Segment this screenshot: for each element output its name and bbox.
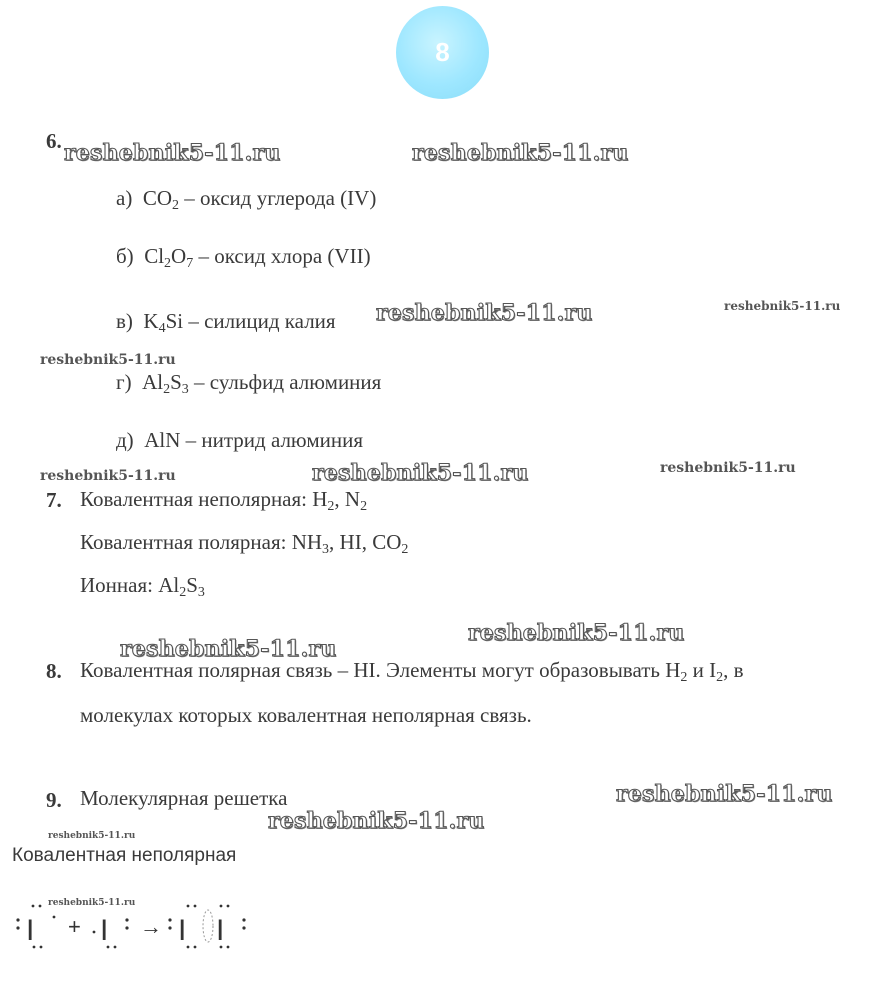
task6-a-sub1: 2 [172, 198, 180, 213]
task9-number: 9. [46, 788, 62, 812]
task8-line1-sub1: 2 [680, 670, 688, 685]
watermark: reshebnik5-11.ru [40, 468, 176, 484]
task9-line2: Ковалентная неполярная [12, 845, 237, 866]
task6-v-formula2: Si [165, 309, 184, 333]
task6-v-marker: в) [116, 309, 133, 333]
task8-line1-t2: и I [687, 658, 717, 682]
task7-line2-sub1: 3 [322, 542, 330, 557]
task6-a-marker: а) [116, 186, 133, 210]
watermark: reshebnik5-11.ru [48, 898, 136, 908]
task6-item-a [116, 186, 376, 211]
task7-line3 [80, 573, 205, 598]
task7-line1 [80, 487, 367, 512]
task7-line1-sub1: 2 [327, 499, 335, 514]
watermark: reshebnik5-11.ru [268, 808, 485, 834]
task6-a-formula: CO [142, 186, 173, 210]
task6-d-marker: д) [116, 428, 134, 452]
watermark: reshebnik5-11.ru [376, 300, 593, 326]
task7-line3-text: Ионная: Al [80, 573, 180, 597]
task6-d-formula: AlN [144, 428, 181, 452]
task6-b-formula2: O [171, 244, 187, 268]
task7-line1-text: Ковалентная неполярная: H [80, 487, 328, 511]
task6-g-sub1: 2 [163, 382, 171, 397]
page-number-badge [396, 6, 489, 99]
lewis-atom-2: I [100, 914, 109, 947]
task6-d-text: – нитрид алюминия [180, 428, 364, 452]
task6-v-text: – силицид калия [183, 309, 336, 333]
task6-b-formula1: Cl [144, 244, 165, 268]
lewis-arrow: → [140, 914, 162, 939]
task7-line2-sub2: 2 [401, 542, 409, 557]
task7-line3-sub1: 2 [179, 585, 187, 600]
watermark: reshebnik5-11.ru [312, 460, 529, 486]
task6-b-sub2: 7 [186, 256, 194, 271]
task6-number: 6. [46, 129, 62, 153]
task6-item-g [116, 370, 381, 395]
task6-b-marker: б) [116, 244, 134, 268]
task8-line1-t3: , в [723, 658, 744, 682]
watermark: reshebnik5-11.ru [660, 460, 796, 476]
watermark: reshebnik5-11.ru [40, 352, 176, 368]
task6-g-marker: г) [116, 370, 132, 394]
task7-line2 [80, 530, 408, 555]
lewis-dots-atom1 [16, 905, 55, 949]
task6-item-b [116, 244, 371, 269]
task6-g-formula1: Al [142, 370, 164, 394]
task7-line2-text: Ковалентная полярная: NH [80, 530, 323, 554]
task8-line2: молекулах которых ковалентная неполярная связь. [80, 703, 532, 727]
page-number: 8 [435, 37, 450, 67]
lewis-product-atom-2: I [216, 914, 225, 947]
lewis-atom-1: I [26, 914, 35, 947]
lewis-bond-pair [203, 910, 213, 942]
task7-line3-sub2: 3 [197, 585, 205, 600]
task7-line1-sub2: 2 [360, 499, 368, 514]
task6-v-formula1: K [143, 309, 159, 333]
task8-line1-t1: Ковалентная полярная связь – HI. Элементы могут образовывать H [80, 658, 681, 682]
task6-v-sub1: 4 [158, 321, 166, 336]
task7-line3-mid: S [186, 573, 198, 597]
task9-line1: Молекулярная решетка [80, 786, 288, 810]
task6-b-sub1: 2 [164, 256, 172, 271]
lewis-dots-atom2 [93, 918, 129, 948]
task8-line1-sub2: 2 [716, 670, 724, 685]
task8-number: 8. [46, 659, 62, 683]
task6-g-sub2: 3 [181, 382, 189, 397]
watermark: reshebnik5-11.ru [616, 781, 833, 807]
lewis-plus: + [68, 914, 81, 939]
lewis-product-atom-1: I [178, 914, 187, 947]
task7-line2-mid: , HI, CO [329, 530, 402, 554]
task6-g-text: – сульфид алюминия [188, 370, 382, 394]
task6-a-text: – оксид углерода (IV) [179, 186, 377, 210]
task6-g-formula2: S [170, 370, 182, 394]
task7-number: 7. [46, 488, 62, 512]
watermark: reshebnik5-11.ru [120, 636, 337, 662]
watermark: reshebnik5-11.ru [412, 140, 629, 166]
watermark: reshebnik5-11.ru [468, 620, 685, 646]
watermark: reshebnik5-11.ru [724, 299, 841, 313]
task6-item-d [116, 428, 363, 453]
task6-b-text: – оксид хлора (VII) [193, 244, 371, 268]
watermark: reshebnik5-11.ru [48, 831, 136, 841]
watermark: reshebnik5-11.ru [64, 140, 281, 166]
task6-item-v [116, 309, 336, 334]
task7-line1-mid: , N [334, 487, 361, 511]
